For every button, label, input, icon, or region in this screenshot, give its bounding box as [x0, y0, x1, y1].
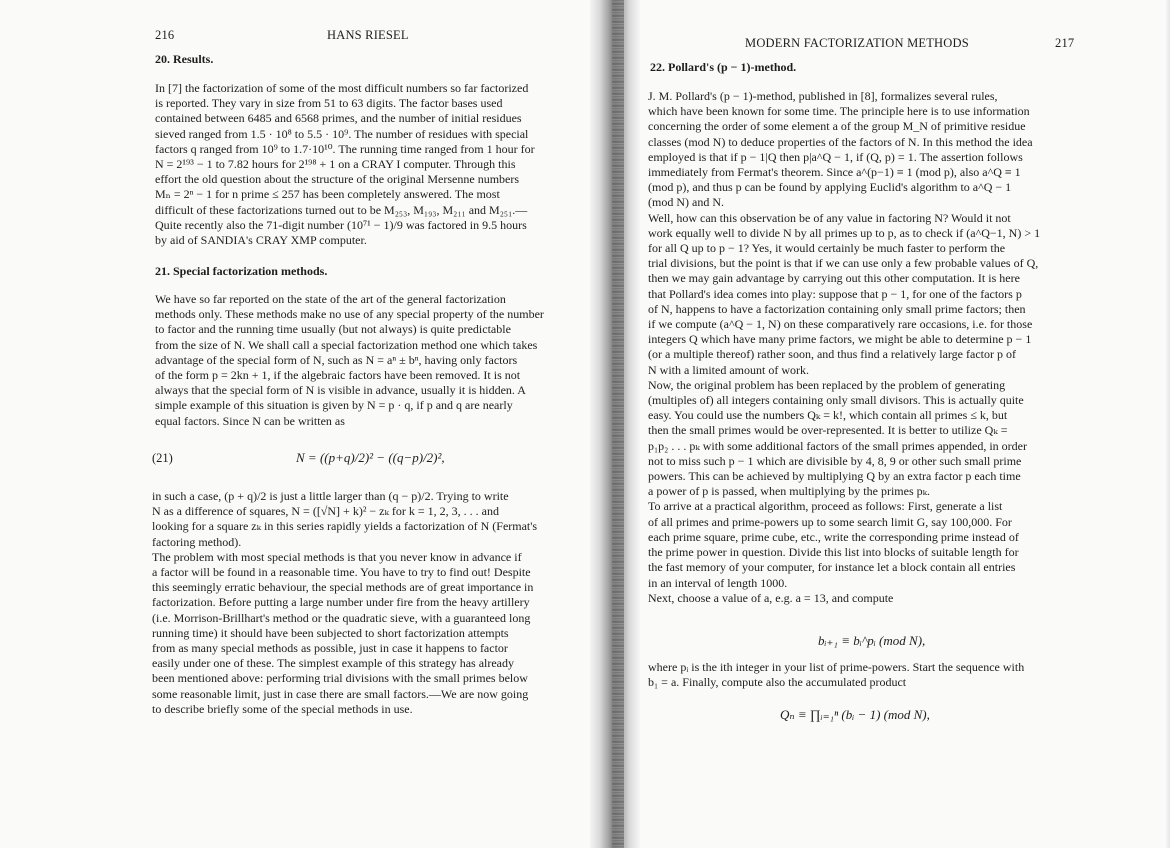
text-line: Mₙ = 2ⁿ − 1 for n prime ≤ 257 has been completely answered. The most [155, 187, 500, 202]
page-edge-shade [1164, 0, 1170, 848]
text-line: sieved ranged from 1.5 · 10⁸ to 5.5 · 10⁹. The number of residues with special [155, 126, 529, 141]
section-21-body-a [155, 292, 575, 429]
text-line: to describe briefly some of the special methods in use. [152, 701, 413, 716]
text-line: which have been known for some time. The principle here is to use information [648, 104, 1030, 119]
text-line: N with a limited amount of work. [648, 362, 809, 377]
text-line: then we may gain advantage by carrying out this other computation. It is here [648, 271, 1020, 286]
text-line: to factor and the running time usually (but not always) is quite predictable [155, 322, 511, 337]
text-line: easily under one of these. The simplest example of this strategy has already [152, 656, 515, 671]
text-line: integers Q which have many prime factors, we might be able to determine p − 1 [648, 332, 1032, 347]
equation-b-recurrence: bᵢ₊₁ ≡ bᵢ^pᵢ (mod N), [818, 633, 926, 648]
equation-number: (21) [152, 451, 173, 465]
text-line: immediately from Fermat's theorem. Since a^(p−1) ≡ 1 (mod p), also a^Q ≡ 1 [648, 165, 1021, 180]
text-line: p₁p₂ . . . pₖ with some additional factors of the small primes appended, in order [648, 438, 1027, 453]
page-number-right: 217 [1055, 36, 1075, 50]
equation-21: N = ((p+q)/2)² − ((q−p)/2)², [296, 450, 445, 465]
running-head-left: HANS RIESEL [327, 28, 409, 42]
text-line: Now, the original problem has been replaced by the problem of generating [648, 377, 1006, 392]
right-page [620, 0, 1170, 848]
text-line: a factor will be found in a reasonable time. You have to try to find out! Despite [152, 565, 531, 580]
text-line: factorization. Before putting a large number under fire from the heavy artillery [152, 595, 530, 610]
text-line: To arrive at a practical algorithm, proceed as follows: First, generate a list [648, 499, 1003, 514]
text-line: in an interval of length 1000. [648, 575, 788, 590]
section-20-title: 20. Results. [155, 52, 214, 66]
text-line: b₁ = a. Finally, compute also the accumulated product [648, 675, 907, 690]
text-line: in such a case, (p + q)/2 is just a little larger than (q − p)/2. Trying to write [152, 489, 509, 503]
text-line: from the size of N. We shall call a special factorization method one which takes [155, 337, 538, 352]
text-line: always that the special form of N is visible in advance, usually it is hidden. A [155, 383, 526, 398]
text-line: Next, choose a value of a, e.g. a = 13, and compute [648, 590, 894, 605]
text-line: factoring method). [152, 534, 242, 549]
text-line: simple example of this situation is given by N = p · q, if p and q are nearly [155, 398, 513, 413]
text-line: been mentioned above: performing trial divisions with the small primes below [152, 671, 528, 686]
section-22-body [648, 89, 1074, 606]
text-line: classes (mod N) to deduce properties of the factors of N. In this method the idea [648, 134, 1033, 149]
text-line: difficult of these factorizations turned out to be M₂₅₃, M₁₉₃, M₂₁₁ and M₂₅₁.— [155, 202, 528, 217]
page-number-left: 216 [155, 28, 175, 42]
text-line: that Pollard's idea comes into play: suppose that p − 1, for one of the factors p [648, 286, 1022, 301]
text-line: advantage of the special form of N, such as N = aⁿ ± bⁿ, having only factors [155, 352, 518, 367]
text-line: We have so far reported on the state of the art of the general factorization [155, 292, 506, 306]
text-line: J. M. Pollard's (p − 1)-method, published in [8], formalizes several rules, [648, 89, 998, 103]
text-line: work equally well to divide N by all primes up to p, as to check if (a^Q−1, N) > 1 [648, 225, 1041, 240]
text-line: of all primes and prime-powers up to some search limit G, say 100,000. For [648, 514, 1012, 529]
text-line: (or a multiple thereof) rather soon, and thus find a relatively large factor p of [648, 347, 1016, 362]
text-line: some reasonable limit, just in case there are small factors.—We are now going [152, 686, 529, 701]
equation-accumulated-product: Qₙ ≡ ∏ᵢ₌₁ⁿ (bᵢ − 1) (mod N), [780, 707, 930, 722]
text-line: for all Q up to p − 1? Yes, it would certainly be much faster to perform the [648, 241, 1006, 256]
section-22-title: 22. Pollard's (p − 1)-method. [650, 60, 797, 74]
text-line: then the small primes would be over-represented. It is better to utilize Qₖ = [648, 423, 1008, 438]
text-line: a power of p is passed, when multiplying by the primes pₖ. [648, 484, 930, 499]
text-line: of the form p = 2kn + 1, if the algebraic factors have been removed. It is not [155, 368, 521, 383]
text-line: (mod N) and N. [648, 195, 724, 210]
text-line: by aid of SANDIA's CRAY XMP computer. [155, 233, 367, 248]
text-line: the prime power in question. Divide this list into blocks of suitable length for [648, 545, 1019, 560]
text-line: the fast memory of your computer, for instance let a block contain all entries [648, 560, 1016, 575]
text-line: employed is that if p − 1|Q then p|a^Q − 1, if (Q, p) = 1. The assertion follows [648, 149, 1023, 164]
text-line: is reported. They vary in size from 51 to 63 digits. The factor bases used [155, 96, 503, 111]
text-line: of N, happens to have a factorization containing only small prime factors; then [648, 301, 1026, 316]
text-line: methods only. These methods make no use of any special property of the number [155, 307, 544, 322]
text-line: from as many special methods as possible, just in case it happens to factor [152, 641, 508, 656]
text-line: not to miss such p − 1 which are divisible by 4, 8, 9 or other such small prime [648, 453, 1022, 468]
text-line: running time) it should have been subjected to short factorization attempts [152, 625, 509, 640]
text-line: N as a difference of squares, N = ([√N] + k)² − zₖ for k = 1, 2, 3, . . . and [152, 504, 499, 519]
section-20-body [155, 81, 575, 248]
text-line: N = 2¹⁹³ − 1 to 7.82 hours for 2¹⁹⁸ + 1 on a CRAY I computer. Through this [155, 157, 516, 172]
text-line: equal factors. Since N can be written as [155, 413, 345, 428]
text-line: each prime square, prime cube, etc., write the corresponding prime instead of [648, 529, 1019, 544]
text-line: trial divisions, but the point is that if we can use only a few probable values of Q, [648, 256, 1039, 271]
text-line: if we compute (a^Q − 1, N) on these comparatively rare occasions, i.e. for those [648, 317, 1033, 332]
section-22-body-b [648, 660, 1074, 690]
text-line: contained between 6485 and 6568 primes, and the number of initial residues [155, 111, 522, 126]
text-line: this seemingly erratic behaviour, the special methods are of great importance in [152, 580, 534, 595]
text-line: (multiples of) all integers containing only small divisors. This is actually quite [648, 393, 1024, 408]
text-line: factors q ranged from 10⁹ to 1.7·10¹⁰. The running time ranged from 1 hour for [155, 141, 535, 156]
text-line: concerning the order of some element a of the group M_N of primitive residue [648, 119, 1026, 134]
text-line: Quite recently also the 71-digit number (10⁷¹ − 1)/9 was factored in 9.5 hours [155, 217, 527, 232]
text-line: The problem with most special methods is that you never know in advance if [152, 549, 522, 564]
running-head-right: MODERN FACTORIZATION METHODS [745, 36, 969, 50]
text-line: (i.e. Morrison-Brillhart's method or the quadratic sieve, with a guaranteed long [152, 610, 531, 625]
text-line: effort the old question about the structure of the original Mersenne numbers [155, 172, 520, 187]
text-line: powers. This can be achieved by multiplying Q by an extra factor p each time [648, 469, 1021, 484]
text-line: where pᵢ is the ith integer in your list of prime-powers. Start the sequence with [648, 660, 1025, 674]
text-line: looking for a square zₖ in this series rapidly yields a factorization of N (Fermat's [152, 519, 538, 534]
text-line: In [7] the factorization of some of the most difficult numbers so far factorized [155, 81, 529, 95]
text-line: Well, how can this observation be of any value in factoring N? Would it not [648, 210, 1011, 225]
section-21-title: 21. Special factorization methods. [155, 264, 328, 278]
section-21-body-b [152, 489, 575, 717]
text-line: (mod p), and thus p can be found by applying Euclid's algorithm to a^Q − 1 [648, 180, 1012, 195]
text-line: easy. You could use the numbers Qₖ = k!, which contain all primes ≤ k, but [648, 408, 1008, 423]
